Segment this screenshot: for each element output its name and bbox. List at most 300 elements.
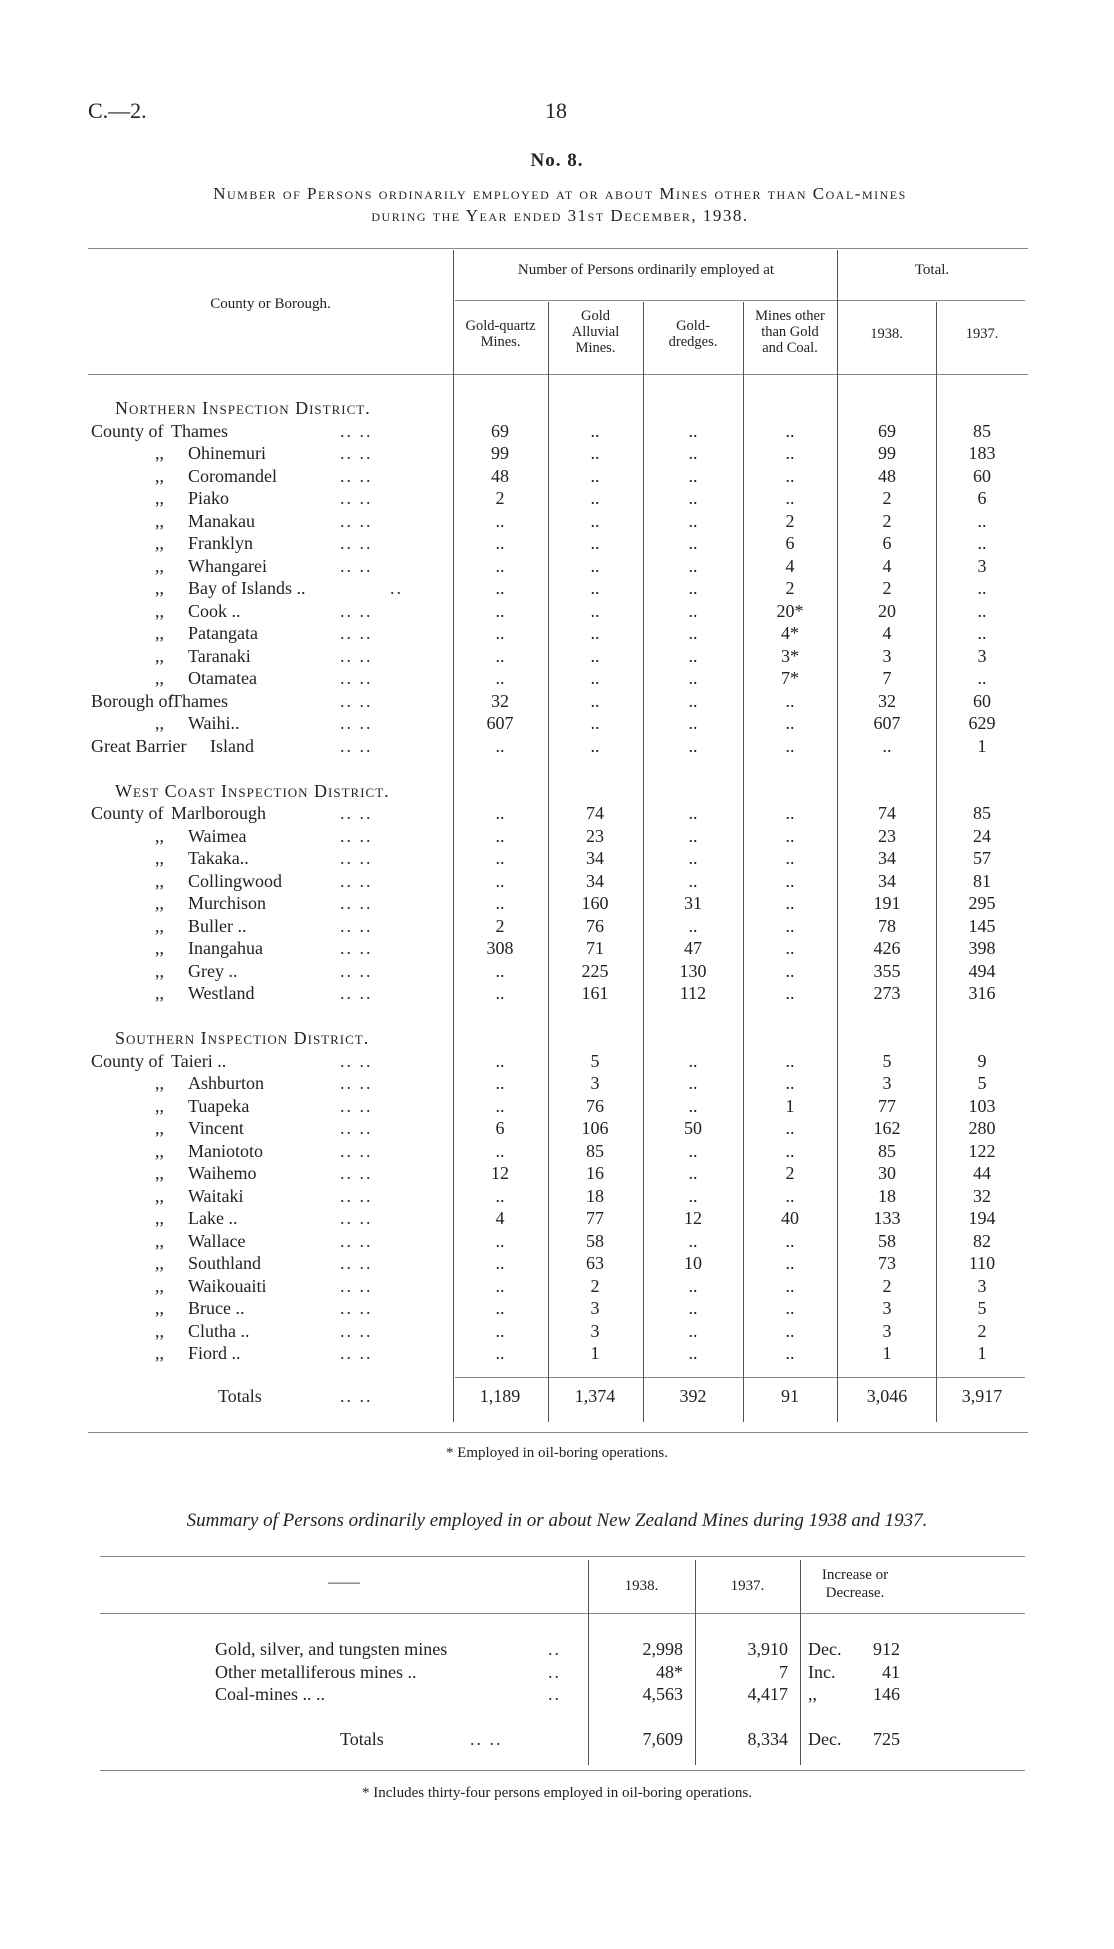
table-cell: .. — [688, 623, 698, 643]
table-row — [0, 465, 1114, 488]
summary-row — [0, 1683, 1114, 1706]
row-leader: .. .. — [340, 825, 373, 846]
row-leader: .. .. — [340, 690, 373, 711]
row-prefix: ,, — [155, 443, 164, 463]
table-cell: 77 — [586, 1208, 604, 1228]
summary-change-type: Dec. — [808, 1639, 842, 1659]
table-cell: .. — [495, 1343, 505, 1363]
table-cell: 2 — [785, 510, 795, 531]
table-cell: .. — [785, 1320, 795, 1341]
table-cell: 3 — [882, 1073, 892, 1093]
table-cell: 40 — [781, 1208, 799, 1228]
table-cell: 99 — [491, 443, 509, 463]
row-leader: .. .. — [340, 443, 373, 463]
table-cell: .. — [785, 1343, 795, 1363]
summary-header-rule — [100, 1613, 1025, 1614]
row-leader: .. .. — [340, 1185, 373, 1206]
table-cell: 85 — [878, 1140, 896, 1161]
table-cell: .. — [495, 1050, 505, 1071]
table-cell: .. — [495, 578, 505, 598]
row-leader: .. .. — [340, 1253, 373, 1273]
table-cell: 2 — [590, 1275, 600, 1296]
summary-leader: .. .. — [470, 1729, 503, 1749]
table-row — [0, 1342, 1114, 1365]
summary-1938: 7,609 — [642, 1729, 683, 1749]
table-cell: .. — [688, 1163, 698, 1183]
row-prefix: ,, — [155, 915, 164, 936]
table-cell: .. — [688, 443, 698, 463]
table-cell: 2 — [882, 488, 892, 508]
table-cell: 12 — [684, 1208, 702, 1228]
table-cell: 1 — [977, 1343, 987, 1363]
table-cell: 2 — [882, 1275, 892, 1296]
summary-1937: 4,417 — [747, 1684, 788, 1704]
table-cell: 1 — [977, 735, 987, 756]
table-cell: .. — [688, 915, 698, 936]
table-row — [0, 1140, 1114, 1163]
row-leader: .. .. — [340, 735, 373, 756]
table-row — [0, 1252, 1114, 1275]
row-leader: .. .. — [340, 600, 373, 621]
table-cell: 2 — [495, 488, 505, 508]
row-name: Fiord .. — [188, 1343, 241, 1363]
table-cell: 58 — [586, 1230, 604, 1251]
table-cell: .. — [785, 1298, 795, 1318]
table-cell: .. — [785, 1185, 795, 1206]
row-prefix: ,, — [155, 1095, 164, 1116]
table-cell: 76 — [586, 1095, 604, 1116]
table-cell: .. — [785, 1253, 795, 1273]
summary-label: Totals — [340, 1729, 384, 1749]
row-prefix: ,, — [155, 1140, 164, 1161]
table-cell: .. — [688, 1185, 698, 1206]
table-row — [0, 555, 1114, 578]
header-gold-dredges: Gold- dredges. — [668, 318, 718, 350]
table-cell: .. — [495, 870, 505, 891]
district-heading — [0, 1027, 1114, 1050]
row-name: Piako — [188, 488, 230, 508]
table-cell: .. — [785, 848, 795, 868]
table-cell: 44 — [973, 1163, 991, 1183]
row-name: Wallace — [188, 1230, 246, 1251]
table-cell: 629 — [968, 713, 996, 733]
table-cell: .. — [785, 443, 795, 463]
summary-change-type: Inc. — [808, 1661, 836, 1682]
row-leader: .. .. — [340, 870, 373, 891]
table-cell: 60 — [973, 690, 991, 711]
table-cell: .. — [495, 1095, 505, 1116]
summary-row — [0, 1661, 1114, 1684]
table-cell: .. — [590, 488, 600, 508]
table-cell: 81 — [973, 870, 991, 891]
summary-label: Other metalliferous mines .. — [215, 1661, 417, 1682]
summary-change-amount: 146 — [873, 1684, 900, 1704]
row-name: Ohinemuri — [188, 443, 266, 463]
row-name: Inangahua — [188, 938, 263, 958]
row-prefix: ,, — [155, 1253, 164, 1273]
table-cell: .. — [495, 825, 505, 846]
totals-cell: 3,046 — [866, 1386, 908, 1406]
row-prefix: ,, — [155, 533, 164, 553]
table-cell: 6 — [882, 533, 892, 553]
row-leader: .. .. — [340, 960, 373, 981]
table-cell: .. — [590, 735, 600, 756]
row-name: Patangata — [188, 623, 258, 643]
table-cell: 48 — [878, 465, 896, 486]
row-prefix: ,, — [155, 1185, 164, 1206]
summary-1938: 2,998 — [642, 1639, 683, 1659]
row-prefix: ,, — [155, 1343, 164, 1363]
table-cell: 74 — [878, 803, 896, 823]
table-cell: .. — [590, 533, 600, 553]
table-cell: .. — [785, 420, 795, 441]
table-cell: .. — [495, 1253, 505, 1273]
table-cell: 77 — [878, 1095, 896, 1116]
row-name: Southland — [188, 1253, 262, 1273]
table-cell: .. — [495, 600, 505, 621]
row-name: Grey .. — [188, 960, 238, 981]
row-name: Thames — [171, 420, 228, 441]
row-leader: .. .. — [340, 1118, 373, 1138]
table-cell: .. — [977, 600, 987, 621]
table-cell: 23 — [586, 825, 604, 846]
row-name: Waitaki — [188, 1185, 244, 1206]
row-prefix: ,, — [155, 938, 164, 958]
table-row — [0, 1095, 1114, 1118]
row-leader: .. .. — [340, 623, 373, 643]
row-leader: .. .. — [340, 713, 373, 733]
table-cell: 2 — [495, 915, 505, 936]
row-prefix: Great Barrier — [91, 735, 187, 756]
summary-1938: 4,563 — [642, 1684, 683, 1704]
row-leader: .. .. — [340, 555, 373, 576]
summary-leader: .. — [548, 1684, 561, 1704]
row-prefix: ,, — [155, 983, 164, 1003]
table-number: No. 8. — [530, 150, 584, 171]
row-leader: .. .. — [340, 1140, 373, 1161]
summary-label: Gold, silver, and tungsten mines — [215, 1639, 448, 1659]
table-cell: 2 — [882, 578, 892, 598]
row-prefix: ,, — [155, 1118, 164, 1138]
row-name: Ashburton — [188, 1073, 264, 1093]
table-cell: 18 — [878, 1185, 896, 1206]
summary-1938: 48* — [656, 1661, 683, 1682]
table-cell: .. — [590, 555, 600, 576]
table-cell: .. — [590, 443, 600, 463]
table-cell: 71 — [586, 938, 604, 958]
page-reference: C.—2. — [88, 98, 147, 123]
table-cell: 160 — [581, 893, 609, 913]
row-leader: .. .. — [340, 510, 373, 531]
table-row — [0, 982, 1114, 1005]
table-cell: .. — [495, 645, 505, 666]
row-name: Whangarei — [188, 555, 267, 576]
table-cell: .. — [688, 1298, 698, 1318]
footnote: * Employed in oil-boring operations. — [445, 1445, 669, 1461]
table-cell: 82 — [973, 1230, 991, 1251]
row-name: Marlborough — [171, 803, 266, 823]
table-cell: 63 — [586, 1253, 604, 1273]
summary-1937: 8,334 — [747, 1729, 788, 1749]
totals-leader: .. .. — [340, 1386, 373, 1406]
row-leader: .. .. — [340, 420, 373, 441]
table-row — [0, 1162, 1114, 1185]
summary-header-change: Increase or Decrease. — [821, 1567, 889, 1601]
table-cell: .. — [590, 645, 600, 666]
header-group-total: Total. — [914, 262, 950, 278]
summary-leader: .. — [548, 1639, 561, 1659]
table-row — [0, 735, 1114, 758]
row-leader: .. — [390, 578, 403, 598]
table-cell: .. — [495, 960, 505, 981]
row-name: Taranaki — [188, 645, 251, 666]
table-cell: .. — [785, 1073, 795, 1093]
table-cell: .. — [495, 555, 505, 576]
totals-cell: 1,374 — [574, 1386, 616, 1406]
row-leader: .. .. — [340, 803, 373, 823]
table-cell: .. — [785, 915, 795, 936]
row-prefix: County of — [91, 803, 164, 823]
summary-header-1938: 1938. — [624, 1578, 659, 1594]
table-cell: 23 — [878, 825, 896, 846]
table-cell: 60 — [973, 465, 991, 486]
table-row — [0, 532, 1114, 555]
table-cell: 18 — [586, 1185, 604, 1206]
row-name: Cook .. — [188, 600, 241, 621]
table-cell: 34 — [586, 848, 604, 868]
table-cell: 3 — [882, 645, 892, 666]
row-leader: .. .. — [340, 938, 373, 958]
table-cell: 3 — [590, 1320, 600, 1341]
table-cell: 2 — [785, 578, 795, 598]
table-cell: .. — [495, 893, 505, 913]
table-cell: 607 — [486, 713, 514, 733]
district-heading — [0, 780, 1114, 803]
table-cell: .. — [785, 488, 795, 508]
table-cell: .. — [590, 600, 600, 621]
row-leader: .. .. — [340, 893, 373, 913]
table-cell: .. — [688, 1050, 698, 1071]
table-cell: 145 — [968, 915, 996, 936]
header-total-1938: 1938. — [870, 326, 903, 342]
summary-row — [0, 1638, 1114, 1661]
table-cell: .. — [688, 600, 698, 621]
table-row — [0, 825, 1114, 848]
row-prefix: Borough of — [91, 690, 174, 711]
table-cell: .. — [688, 533, 698, 553]
table-row — [0, 1297, 1114, 1320]
summary-top-rule — [100, 1556, 1025, 1557]
summary-label: Coal-mines .. .. — [215, 1684, 325, 1704]
row-name: Waimea — [188, 825, 247, 846]
table-cell: 2 — [882, 510, 892, 531]
totals-row — [0, 1385, 1114, 1408]
table-cell: 4 — [882, 555, 892, 576]
table-cell: .. — [590, 713, 600, 733]
summary-leader: .. — [548, 1661, 561, 1682]
row-prefix: ,, — [155, 510, 164, 531]
group-header-rule — [455, 300, 1025, 301]
table-cell: 3 — [590, 1073, 600, 1093]
table-cell: 355 — [873, 960, 901, 981]
table-cell: .. — [688, 713, 698, 733]
table-cell: .. — [977, 533, 987, 553]
totals-top-rule — [455, 1377, 1025, 1378]
table-cell: .. — [590, 623, 600, 643]
table-cell: .. — [495, 983, 505, 1003]
table-cell: .. — [590, 420, 600, 441]
table-cell: .. — [785, 1140, 795, 1161]
summary-change-amount: 41 — [882, 1661, 900, 1682]
totals-cell: 392 — [679, 1386, 707, 1406]
row-leader: .. .. — [340, 1320, 373, 1341]
row-name: Bay of Islands .. — [188, 578, 306, 598]
table-cell: .. — [688, 510, 698, 531]
table-cell: 3 — [882, 1298, 892, 1318]
table-cell: .. — [785, 870, 795, 891]
table-cell: 4* — [781, 623, 799, 643]
header-gold-quartz: Gold-quartz Mines. — [465, 318, 536, 350]
table-cell: .. — [495, 510, 505, 531]
table-cell: 295 — [968, 893, 996, 913]
table-cell: .. — [785, 893, 795, 913]
table-cell: .. — [785, 465, 795, 486]
row-leader: .. .. — [340, 983, 373, 1003]
row-leader: .. .. — [340, 1208, 373, 1228]
table-cell: .. — [688, 578, 698, 598]
table-row — [0, 712, 1114, 735]
district-heading — [0, 397, 1114, 420]
table-cell: 4 — [785, 555, 795, 576]
row-name: Bruce .. — [188, 1298, 245, 1318]
table-cell: 183 — [968, 443, 996, 463]
table-cell: .. — [977, 578, 987, 598]
table-cell: 69 — [878, 420, 896, 441]
row-prefix: ,, — [155, 960, 164, 981]
table-cell: .. — [785, 825, 795, 846]
row-name: Tuapeka — [188, 1095, 250, 1116]
row-prefix: ,, — [155, 1163, 164, 1183]
table-cell: 32 — [878, 690, 896, 711]
table-cell: 225 — [581, 960, 609, 981]
summary-totals-row — [0, 1728, 1114, 1751]
table-cell: .. — [495, 1140, 505, 1161]
row-name: Clutha .. — [188, 1320, 250, 1341]
row-name: Maniototo — [188, 1140, 263, 1161]
table-cell: 3 — [882, 1320, 892, 1341]
table-row — [0, 1072, 1114, 1095]
table-cell: 5 — [977, 1073, 987, 1093]
header-group-employed: Number of Persons ordinarily employed at — [517, 262, 775, 278]
table-cell: 74 — [586, 803, 604, 823]
row-name: Waihi.. — [188, 713, 240, 733]
row-prefix: ,, — [155, 848, 164, 868]
table-cell: .. — [590, 578, 600, 598]
summary-title: Summary of Persons ordinarily employed in or about New Zealand Mines during 1938 and 1937. — [186, 1510, 928, 1531]
table-cell: .. — [977, 668, 987, 688]
table-cell: 32 — [491, 690, 509, 711]
table-cell: 16 — [586, 1163, 604, 1183]
header-total-1937: 1937. — [965, 326, 999, 342]
table-cell: .. — [688, 1275, 698, 1296]
table-cell: .. — [590, 668, 600, 688]
row-leader: .. .. — [340, 1095, 373, 1116]
table-row — [0, 577, 1114, 600]
table-cell: .. — [688, 420, 698, 441]
table-cell: 1 — [882, 1343, 892, 1363]
table-cell: .. — [495, 1298, 505, 1318]
header-bottom-rule — [88, 374, 1028, 375]
table-cell: 3 — [977, 1275, 987, 1296]
table-cell: .. — [785, 938, 795, 958]
table-cell: 30 — [878, 1163, 896, 1183]
row-name: Coromandel — [188, 465, 277, 486]
row-prefix: ,, — [155, 645, 164, 666]
row-prefix: ,, — [155, 1208, 164, 1228]
table-cell: 50 — [684, 1118, 702, 1138]
table-row — [0, 847, 1114, 870]
table-cell: .. — [688, 735, 698, 756]
row-prefix: ,, — [155, 1298, 164, 1318]
table-title-line: during the Year ended 31st December, 1938. — [371, 206, 749, 225]
table-row — [0, 1117, 1114, 1140]
table-cell: .. — [785, 983, 795, 1003]
table-cell: 2 — [785, 1163, 795, 1183]
row-prefix: ,, — [155, 870, 164, 891]
row-leader: .. .. — [340, 1163, 373, 1183]
row-name: Waihemo — [188, 1163, 257, 1183]
table-cell: .. — [688, 488, 698, 508]
row-prefix: ,, — [155, 668, 164, 688]
table-cell: .. — [495, 533, 505, 553]
table-cell: 85 — [586, 1140, 604, 1161]
table-cell: .. — [785, 713, 795, 733]
table-row — [0, 600, 1114, 623]
table-cell: 5 — [977, 1298, 987, 1318]
table-cell: 99 — [878, 443, 896, 463]
table-row — [0, 442, 1114, 465]
page-number: 18 — [545, 98, 567, 123]
table-row — [0, 937, 1114, 960]
row-prefix: ,, — [155, 1320, 164, 1341]
row-prefix: ,, — [155, 713, 164, 733]
table-row — [0, 1275, 1114, 1298]
table-cell: 191 — [873, 893, 901, 913]
row-leader: .. .. — [340, 1073, 373, 1093]
table-cell: .. — [688, 668, 698, 688]
summary-change-amount: 725 — [873, 1729, 900, 1749]
table-row — [0, 1050, 1114, 1073]
row-name: Thames — [171, 690, 228, 711]
row-name: Vincent — [188, 1118, 244, 1138]
table-cell: .. — [785, 1118, 795, 1138]
table-cell: .. — [977, 510, 987, 531]
table-row — [0, 420, 1114, 443]
table-cell: .. — [785, 1050, 795, 1071]
totals-cell: 3,917 — [961, 1386, 1003, 1406]
table-title-line: Number of Persons ordinarily employed at or about Mines other than Coal-mines — [213, 184, 907, 203]
row-name: Takaka.. — [188, 848, 249, 868]
table-cell: 4 — [882, 623, 892, 643]
table-cell: 76 — [586, 915, 604, 936]
table-cell: .. — [495, 1320, 505, 1341]
table-cell: 58 — [878, 1230, 896, 1251]
table-cell: .. — [495, 848, 505, 868]
row-prefix: ,, — [155, 578, 164, 598]
table-cell: 47 — [684, 938, 702, 958]
row-name: Manakau — [188, 510, 255, 531]
table-cell: 5 — [882, 1050, 892, 1071]
